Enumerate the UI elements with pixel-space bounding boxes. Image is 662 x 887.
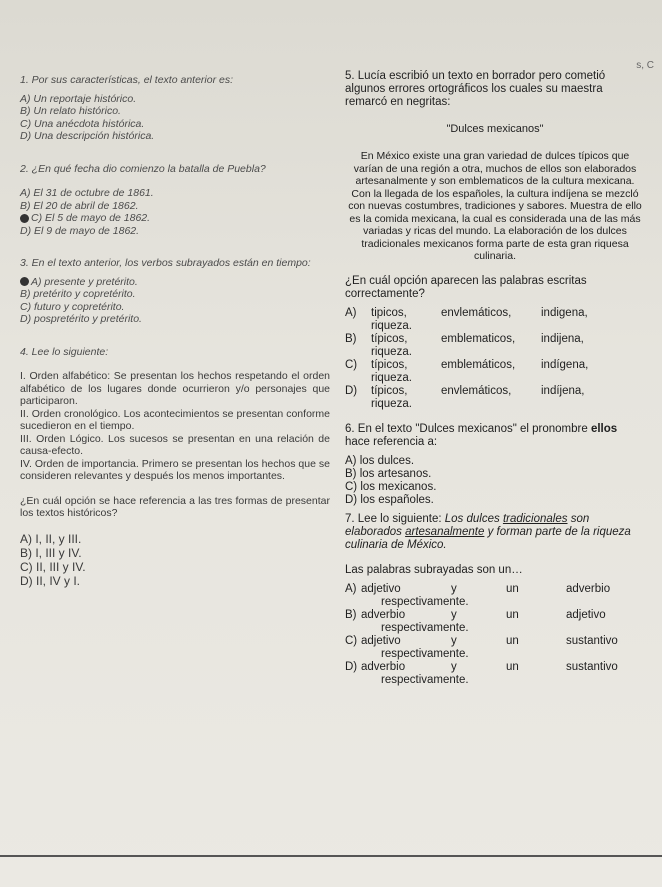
q4-stem: 4. Lee lo siguiente:: [20, 345, 109, 358]
q4-item-3: III. Orden Lógico. Los sucesos se presentan en una relación de causa-efecto.: [20, 432, 330, 457]
q1-option-b[interactable]: B) Un relato histórico.: [20, 105, 121, 117]
q2-option-c[interactable]: C) El 5 de mayo de 1862.: [20, 212, 330, 225]
q7-stem: 7. Lee lo siguiente: Los dulces tradicionales son elaborados artesanalmente y forman parte de la riqueza culinaria de México.: [345, 512, 631, 551]
q6-stem: 6. En el texto "Dulces mexicanos" el pronombre ellos hace referencia a:: [345, 422, 618, 448]
q3-stem: 3. En el texto anterior, los verbos subrayados están en tiempo:: [20, 257, 311, 269]
q4-item-4: IV. Orden de importancia. Primero se presentan los hechos que se consideren relevantes y después los menos importantes.: [20, 457, 330, 482]
q2-option-a[interactable]: A) El 31 de octubre de 1861.: [20, 187, 154, 199]
q7-option-c[interactable]: C) adjetivo y un sustantivo respectivamente.: [345, 634, 618, 660]
q5-option-d[interactable]: D) típicos, envlemáticos, indíjena, riqueza.: [345, 384, 585, 410]
q5-question: ¿En cuál opción aparecen las palabras escritas correctamente?: [345, 274, 587, 300]
text-title: "Dulces mexicanos": [446, 123, 544, 135]
q5-option-c[interactable]: C) típicos, emblemáticos, indígena, riqueza.: [345, 358, 589, 384]
selected-mark-icon: [20, 277, 29, 286]
q4-option-d[interactable]: D) II, IV y I.: [20, 573, 81, 588]
question-3: [20, 257, 330, 326]
q7-question: Las palabras subrayadas son un…: [345, 563, 523, 576]
q4-item-2: II. Orden cronológico. Los acontecimientos se presentan conforme sucedieron en el tiempo.: [20, 407, 330, 432]
q2-option-b[interactable]: B) El 20 de abril de 1862.: [20, 199, 139, 212]
q3-option-d[interactable]: D) pospretérito y pretérito.: [20, 313, 142, 325]
text-body: En México existe una gran variedad de dulces típicos que varían de una región a otra, muchos de ellos son elaborados artesanalmente y son emblematicos de la cultura mexicana. Con la llegada de los españoles, la cultura indíjena se mezcló con nuevas costumbres, tradiciones y sabores. Muestra de ello es la comida mexicana, la cual es considerada una de las más variadas y ricas del mundo. La elaboración de los dulces tradicionales mexicanos forma parte de esta gran riquesa culinaria.: [348, 150, 642, 262]
q6-option-d[interactable]: D) los españoles.: [345, 493, 434, 506]
q3-option-b[interactable]: B) pretérito y copretérito.: [20, 288, 136, 300]
q4-question: ¿En cuál opción se hace referencia a las tres formas de presentar los textos históricos?: [20, 494, 330, 519]
q1-option-d[interactable]: D) Una descripción histórica.: [20, 130, 155, 142]
question-4: [20, 346, 330, 588]
right-column: [345, 70, 645, 687]
q7-option-a[interactable]: A) adjetivo y un adverbio respectivamente.: [345, 582, 611, 608]
q3-option-a[interactable]: A) presente y pretérito.: [20, 276, 330, 289]
q4-option-a[interactable]: A) I, II, y III.: [20, 531, 82, 546]
q1-stem: 1. Por sus características, el texto anterior es:: [20, 74, 234, 86]
q4-option-c[interactable]: C) II, III y IV.: [20, 559, 86, 574]
selected-mark-icon: [20, 214, 29, 223]
q7-option-d[interactable]: D) adverbio y un sustantivo respectivamente.: [345, 660, 618, 686]
page-divider: [0, 855, 662, 857]
q4-item-1: I. Orden alfabético: Se presentan los hechos respetando el orden alfabético de los lugares donde ocurrieron y/o personajes que participaron.: [20, 370, 330, 407]
q5-stem: 5. Lucía escribió un texto en borrador pero cometió algunos errores ortográficos los cuales su maestra remarcó en negritas:: [345, 70, 606, 108]
q4-option-b[interactable]: B) I, III y IV.: [20, 545, 82, 560]
q5-option-a[interactable]: A) tipicos, envlemáticos, indigena, riqueza.: [345, 306, 588, 332]
question-1: [20, 74, 330, 143]
q1-option-c[interactable]: C) Una anécdota histórica.: [20, 117, 145, 130]
q2-option-d[interactable]: D) El 9 de mayo de 1862.: [20, 224, 140, 237]
q3-option-c[interactable]: C) futuro y copretérito.: [20, 300, 125, 313]
q5-option-b[interactable]: B) típicos, emblematicos, indijena, riqueza.: [345, 332, 584, 358]
q1-option-a[interactable]: A) Un reportaje histórico.: [20, 92, 137, 105]
q2-stem: 2. ¿En qué fecha dio comienzo la batalla de Puebla?: [20, 162, 266, 175]
q7-option-b[interactable]: B) adverbio y un adjetivo respectivamente.: [345, 608, 606, 634]
q6-option-a[interactable]: A) los dulces.: [345, 454, 415, 467]
question-2: [20, 163, 330, 238]
q6-option-b[interactable]: B) los artesanos.: [345, 467, 432, 480]
corner-mark: s, C: [636, 60, 654, 71]
left-column: [20, 74, 330, 596]
q6-option-c[interactable]: C) los mexicanos.: [345, 480, 437, 493]
